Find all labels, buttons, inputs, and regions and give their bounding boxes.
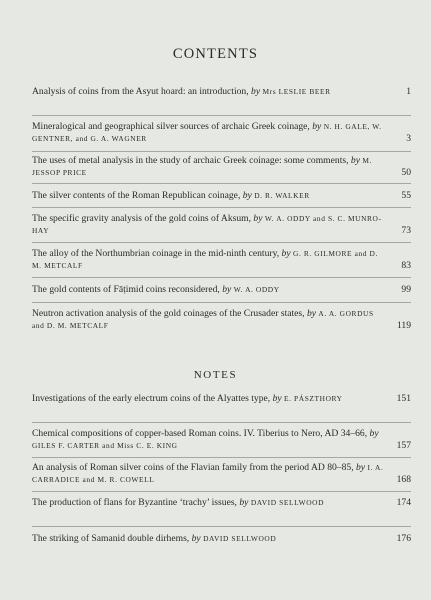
entry-title: The uses of metal analysis in the study of archaic Greek coinage: some comments, (32, 155, 351, 166)
entry-title: Analysis of coins from the Asyut hoard: an introduction, (32, 86, 252, 97)
entry-by: by (251, 86, 261, 97)
entry-by: by (242, 190, 252, 201)
contents-entry (32, 121, 411, 145)
entry-title: The specific gravity analysis of the gold coins of Aksum, (32, 213, 254, 224)
entry-title: Chemical compositions of copper-based Roman coins. IV. Tiberius to Nero, AD 34–66, (32, 428, 370, 439)
entry-by: by (312, 121, 322, 132)
separator-rule (32, 526, 411, 527)
entry-by: by (253, 213, 263, 224)
entry-by: by (191, 533, 201, 544)
contents-heading: CONTENTS (172, 46, 259, 62)
entry-by: by (356, 462, 366, 473)
entry-title: The gold contents of Fāṭimid coins reconsidered, (32, 284, 223, 295)
separator-rule (32, 491, 411, 492)
notes-entry (32, 497, 411, 509)
entry-title: Mineralogical and geographical silver sources of archaic Greek coinage, (32, 121, 313, 132)
entry-title: The silver contents of the Roman Republican coinage, (32, 190, 243, 201)
contents-entry (32, 308, 411, 332)
notes-entry (32, 462, 411, 486)
notes-entry (32, 428, 411, 452)
entry-page-number: 176 (396, 533, 411, 544)
entry-page-number: 3 (406, 133, 411, 145)
entry-page-number: 50 (401, 167, 411, 179)
separator-rule (32, 302, 411, 303)
entry-authors: DAVID SELLWOOD (203, 534, 277, 543)
entry-title: Investigations of the early electrum coins of the Alyattes type, (32, 393, 273, 404)
notes-entry (32, 393, 411, 405)
contents-entry (32, 86, 411, 98)
entry-authors: G. R. GILMORE and D. M. METCALF (32, 249, 378, 271)
entry-by: by (369, 428, 379, 439)
entry-authors: D. R. WALKER (254, 191, 310, 200)
entry-authors: GILES F. CARTER and Miss C. E. KING (32, 441, 178, 451)
entry-page-number: 55 (401, 190, 411, 201)
separator-rule (32, 207, 411, 208)
separator-rule (32, 115, 411, 116)
entry-authors: E. PÁSZTHORY (284, 394, 343, 403)
entry-page-number: 119 (396, 320, 411, 332)
entry-by: by (306, 308, 317, 319)
separator-rule (32, 277, 411, 278)
notes-entry (32, 533, 411, 545)
entry-by: by (239, 497, 249, 508)
entry-page-number: 1 (406, 86, 411, 97)
entry-authors: A. A. GORDUS and D. M. METCALF (32, 309, 374, 331)
contents-entry (32, 248, 411, 272)
entry-title: Neutron activation analysis of the gold coinages of the Crusader states, (32, 308, 307, 319)
notes-heading: NOTES (193, 369, 238, 381)
separator-rule (32, 457, 411, 458)
entry-page-number: 83 (401, 260, 411, 272)
entry-page-number: 99 (401, 284, 411, 295)
entry-page-number: 174 (396, 497, 411, 508)
separator-rule (32, 183, 411, 184)
entry-by: by (350, 155, 360, 166)
entry-authors: W. A. ODDY (233, 285, 280, 294)
separator-rule (32, 151, 411, 152)
entry-authors: M. JESSOP PRICE (32, 156, 372, 178)
entry-page-number: 168 (396, 474, 411, 486)
entry-page-number: 157 (396, 440, 411, 452)
entry-page-number: 73 (401, 225, 411, 237)
entry-authors: Mrs LESLIE BEER (262, 87, 331, 96)
entry-title: The striking of Samanid double dirhems, (32, 533, 192, 544)
entry-authors: I. A. CARRADICE and M. R. COWELL (32, 463, 384, 485)
entry-by: by (222, 284, 232, 295)
contents-entry (32, 190, 411, 202)
entry-by: by (281, 248, 291, 259)
contents-entry (32, 155, 411, 179)
entry-authors: DAVID SELLWOOD (250, 498, 325, 507)
separator-rule (32, 422, 411, 423)
entry-authors: W. A. ODDY and S. C. MUNRO-HAY (32, 214, 382, 236)
entry-title: An analysis of Roman silver coins of the Flavian family from the period AD 80–85, (32, 462, 356, 473)
contents-entry (32, 213, 411, 237)
entry-by: by (272, 393, 282, 404)
entry-page-number: 151 (396, 393, 411, 404)
entry-title: The alloy of the Northumbrian coinage in the mid-ninth century, (32, 248, 282, 259)
contents-entry (32, 284, 411, 296)
entry-title: The production of flans for Byzantine ‘trachy’ issues, (32, 497, 240, 508)
entry-authors: N. H. GALE, W. GENTNER, and G. A. WAGNER (32, 122, 382, 144)
separator-rule (32, 242, 411, 243)
